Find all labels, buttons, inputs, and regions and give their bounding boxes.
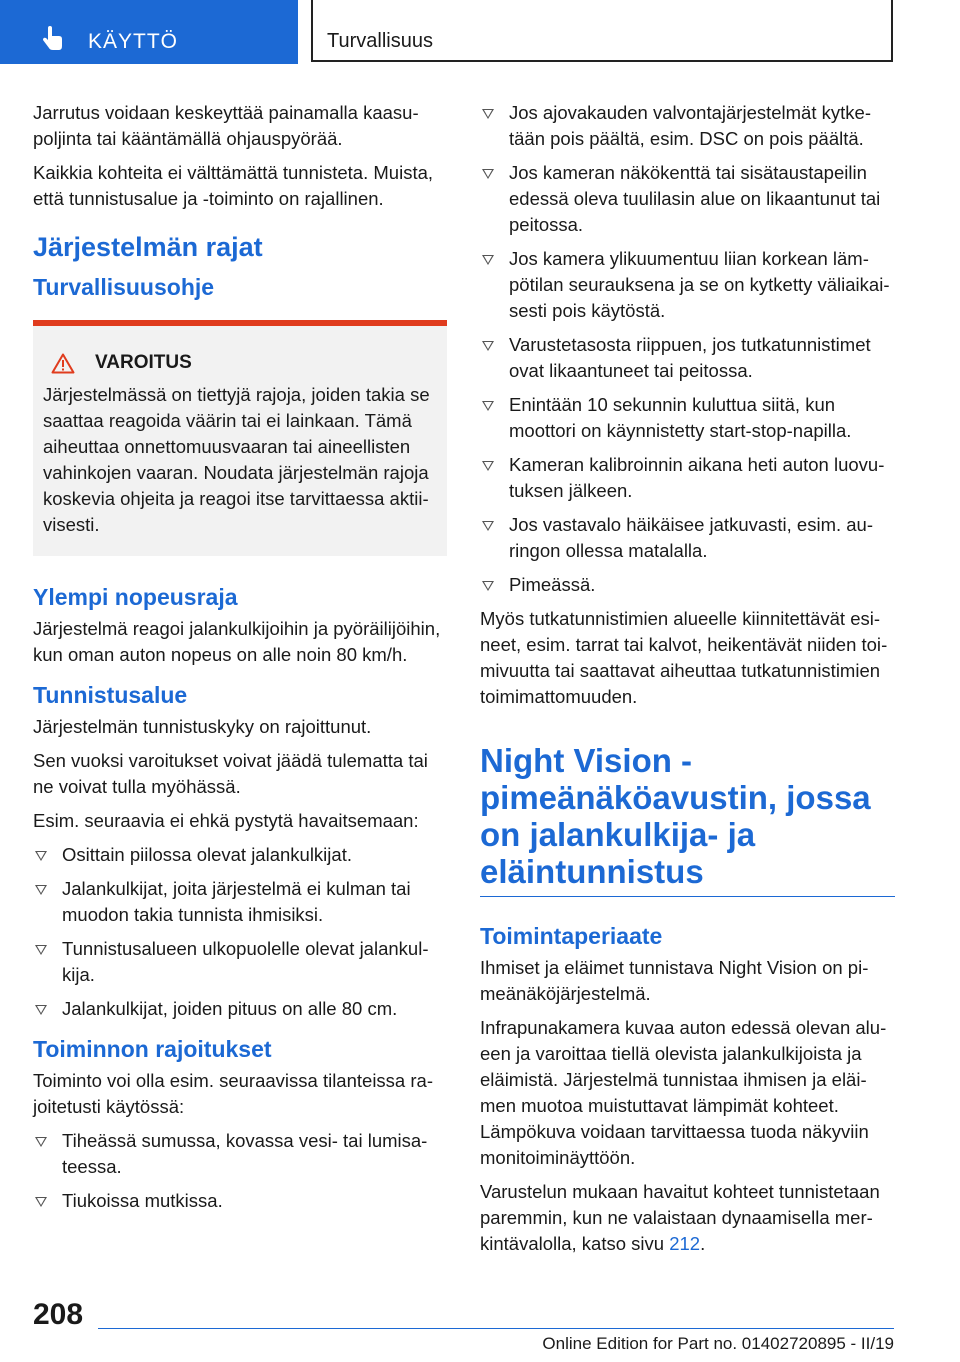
chapter-tab[interactable] [0,0,298,64]
bullet-triangle-icon [482,521,494,531]
warning-title: VAROITUS [95,352,192,373]
list-item: Osittain piilossa olevat jalankulkijat. [33,842,447,868]
footer-edition: Online Edition for Part no. 01402720895 - II/19 [542,1334,894,1353]
paragraph: Infrapunakamera kuvaa auton edessä olevan alueen ja varoittaa tiellä olevista jalankulkijoista ja eläimistä. Järjestelmä tunnistaa ihmisen ja eläimen muotoa muistuttavat lämpimät kohteet. Lämpökuva voidaan tarvittaessa tuoda näkyviin monitoiminäyttöön. [480,1017,887,1168]
section-header [311,0,893,62]
section-title: Turvallisuus [327,30,433,52]
warning-box [33,320,447,556]
bullet-triangle-icon [482,401,494,411]
bullet-triangle-icon [35,851,47,861]
bullet-triangle-icon [482,109,494,119]
bullet-triangle-icon [482,581,494,591]
bullet-list [33,842,447,1022]
paragraph: Varustelun mukaan havaitut kohteet tunnistetaan paremmin, kun ne valaistaan dynaamisella merkintävalolla, katso sivu 212. [480,1181,880,1254]
list-item: Tunnistusalueen ulkopuolelle olevat jalankulkija. [33,936,447,988]
list-item: Jos kameran näkökenttä tai sisätaustapeilin edessä oleva tuulilasin alue on likaantunut tai peitossa. [480,160,895,238]
paragraph: Jarrutus voidaan keskeyttää painamalla kaasupoljinta tai kääntämällä ohjauspyörää. [33,102,419,149]
heading-operating-principle: Toimintaperiaate [480,923,663,949]
list-item: Pimeässä. [480,572,895,598]
paragraph: Järjestelmä reagoi jalankulkijoihin ja pyöräilijöihin, kun oman auton nopeus on alle noin 80 km/h. [33,618,441,665]
paragraph: Sen vuoksi varoitukset voivat jäädä tulematta tai ne voivat tulla myöhässä. [33,750,428,797]
paragraph: Myös tutkatunnistimien alueelle kiinnitettävät esineet, esim. tarrat tai kalvot, heikentävät niiden toimivuutta tai saattavat aiheuttaa tutkatunnistimien toimimattomuuden. [480,608,888,707]
chapter-tab-label: KÄYTTÖ [88,30,179,53]
list-item: Tiheässä sumussa, kovassa vesi- tai lumisateessa. [33,1128,447,1180]
bullet-triangle-icon [482,461,494,471]
bullet-triangle-icon [35,885,47,895]
warning-triangle-icon [51,353,75,374]
list-item: Tiukoissa mutkissa. [33,1188,447,1214]
list-item: Jos vastavalo häikäisee jatkuvasti, esim. auringon ollessa matalalla. [480,512,895,564]
bullet-triangle-icon [35,945,47,955]
bullet-list [480,100,895,598]
paragraph: Järjestelmän tunnistuskyky on rajoittunut. [33,716,372,737]
list-item: Kameran kalibroinnin aikana heti auton luovutuksen jälkeen. [480,452,895,504]
page-link[interactable]: 212 [669,1233,701,1254]
paragraph: Ihmiset ja eläimet tunnistava Night Vision on pimeänäköjärjestelmä. [480,957,869,1004]
list-item: Jos ajovakauden valvontajärjestelmät kytketään pois päältä, esim. DSC on pois päältä. [480,100,895,152]
right-column [480,100,895,1265]
bullet-triangle-icon [482,255,494,265]
bullet-list [33,1128,447,1214]
list-item: Jalankulkijat, joita järjestelmä ei kulman tai muodon takia tunnista ihmisiksi. [33,876,447,928]
bullet-triangle-icon [482,169,494,179]
footer-divider [98,1328,894,1329]
heading-speed-limit: Ylempi nopeusraja [33,584,238,610]
bullet-triangle-icon [35,1005,47,1015]
heading-safety: Turvallisuusohje [33,274,215,300]
warning-text: Järjestelmässä on tiettyjä rajoja, joiden takia se saattaa reagoida väärin tai ei lainkaan. Tämä aiheuttaa onnettomuusvaaran tai aineellisten vahinkojen vaaran. Noudata järjestelmän rajoja koskevia ohjeita ja reagoi itse tarvittaessa aktiivisesti. [43,384,430,535]
heading-function-restrictions: Toiminnon rajoitukset [33,1036,272,1062]
bullet-triangle-icon [482,341,494,351]
heading-detection-range: Tunnistusalue [33,682,188,708]
left-column [33,100,447,1222]
list-item: Varustetasosta riippuen, jos tutkatunnistimet ovat likaantuneet tai peitossa. [480,332,895,384]
bullet-triangle-icon [35,1197,47,1207]
list-item: Jalankulkijat, joiden pituus on alle 80 cm. [33,996,447,1022]
page-number: 208 [33,1298,84,1331]
bullet-triangle-icon [35,1137,47,1147]
paragraph: Kaikkia kohteita ei välttämättä tunnisteta. Muista, että tunnistusalue ja -toiminto on rajallinen. [33,162,434,209]
paragraph: Toiminto voi olla esim. seuraavissa tilanteissa rajoitetusti käytössä: [33,1070,433,1117]
list-item: Enintään 10 sekunnin kuluttua siitä, kun moottori on käynnistetty start-stop-napilla. [480,392,895,444]
paragraph: Esim. seuraavia ei ehkä pystytä havaitsemaan: [33,810,419,831]
hand-pointer-icon [40,26,66,52]
list-item: Jos kamera ylikuumentuu liian korkean lämpötilan seurauksena ja se on kytketty väliaikaisesti pois käytöstä. [480,246,895,324]
heading-system-limits: Järjestelmän rajat [33,232,263,262]
heading-night-vision: Night Vision -pimeänäköavustin, jossa on jalankulkija- ja eläintunnistus [480,742,895,897]
